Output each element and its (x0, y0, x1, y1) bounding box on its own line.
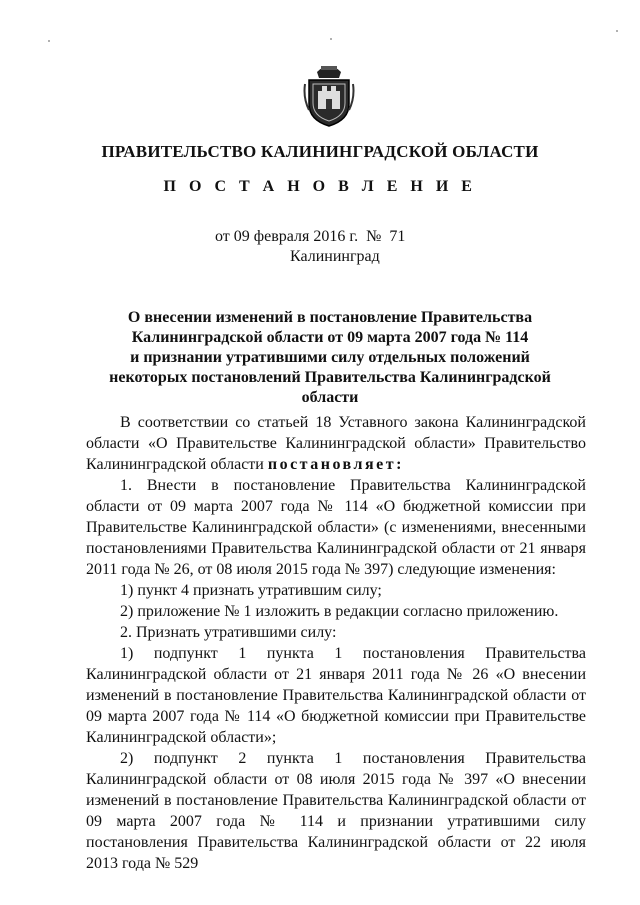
scan-speck (330, 38, 332, 40)
title-line: некоторых постановлений Правительства Калининградской области (109, 369, 551, 406)
scan-speck (616, 30, 618, 32)
title-line: и признании утратившими силу отдельных положений (130, 349, 530, 366)
document-body (86, 412, 586, 874)
paragraph-1-item-1: 1) пункт 4 признать утратившим силу; (120, 582, 382, 599)
intro-paragraph (86, 412, 586, 475)
resolves-word: постановляет: (267, 456, 404, 473)
scan-speck (48, 40, 50, 42)
date-number-line: от 09 февраля 2016 г. № 71 (215, 228, 406, 245)
paragraph-1-item-2: 2) приложение № 1 изложить в редакции согласно приложению. (120, 603, 559, 620)
title-line: О внесении изменений в постановление Правительства (127, 309, 533, 326)
coat-of-arms-emblem (303, 58, 355, 128)
title-line: Калининградской области от 09 марта 2007 года № 114 (131, 329, 529, 346)
paragraph-2: 2. Признать утратившими силу: (120, 624, 337, 641)
organization-name: ПРАВИТЕЛЬСТВО КАЛИНИНГРАДСКОЙ ОБЛАСТИ (101, 142, 539, 161)
intro-text: В соответствии со статьей 18 Уставного закона Калининградской области «О Правительстве Калининградской области» Правительство Калининградской области (86, 414, 586, 473)
document-type: П О С Т А Н О В Л Е Н И Е (163, 178, 477, 195)
paragraph-2-item-1: 1) подпункт 1 пункта 1 постановления Правительства Калининградской области от 21 января 2011 года № 26 «О внесении изменений в постановление Правительства Калининградской области от 09 марта 2007 года № 114 «О бюджетной комиссии при Правительстве Калининградской области»; (86, 645, 586, 746)
paragraph-1: 1. Внести в постановление Правительства Калининградской области от 09 марта 2007 года № 114 «О бюджетной комиссии при Правительстве Калининградской области» (с изменениями, внесенными постановлениями Правительства Калининградской области от 21 января 2011 года № 26, от 08 июля 2015 года № 397) следующие изменения: (86, 477, 586, 578)
city: Калининград (290, 248, 380, 265)
document-title (80, 308, 580, 408)
paragraph-2-item-2: 2) подпункт 2 пункта 1 постановления Правительства Калининградской области от 08 июля 2015 года № 397 «О внесении изменений в постановление Правительства Калининградской области от 09 марта 2007 года № 114 и признании утратившими силу постановления Правительства Калининградской области от 22 июля 2013 года № 529 (86, 750, 586, 872)
